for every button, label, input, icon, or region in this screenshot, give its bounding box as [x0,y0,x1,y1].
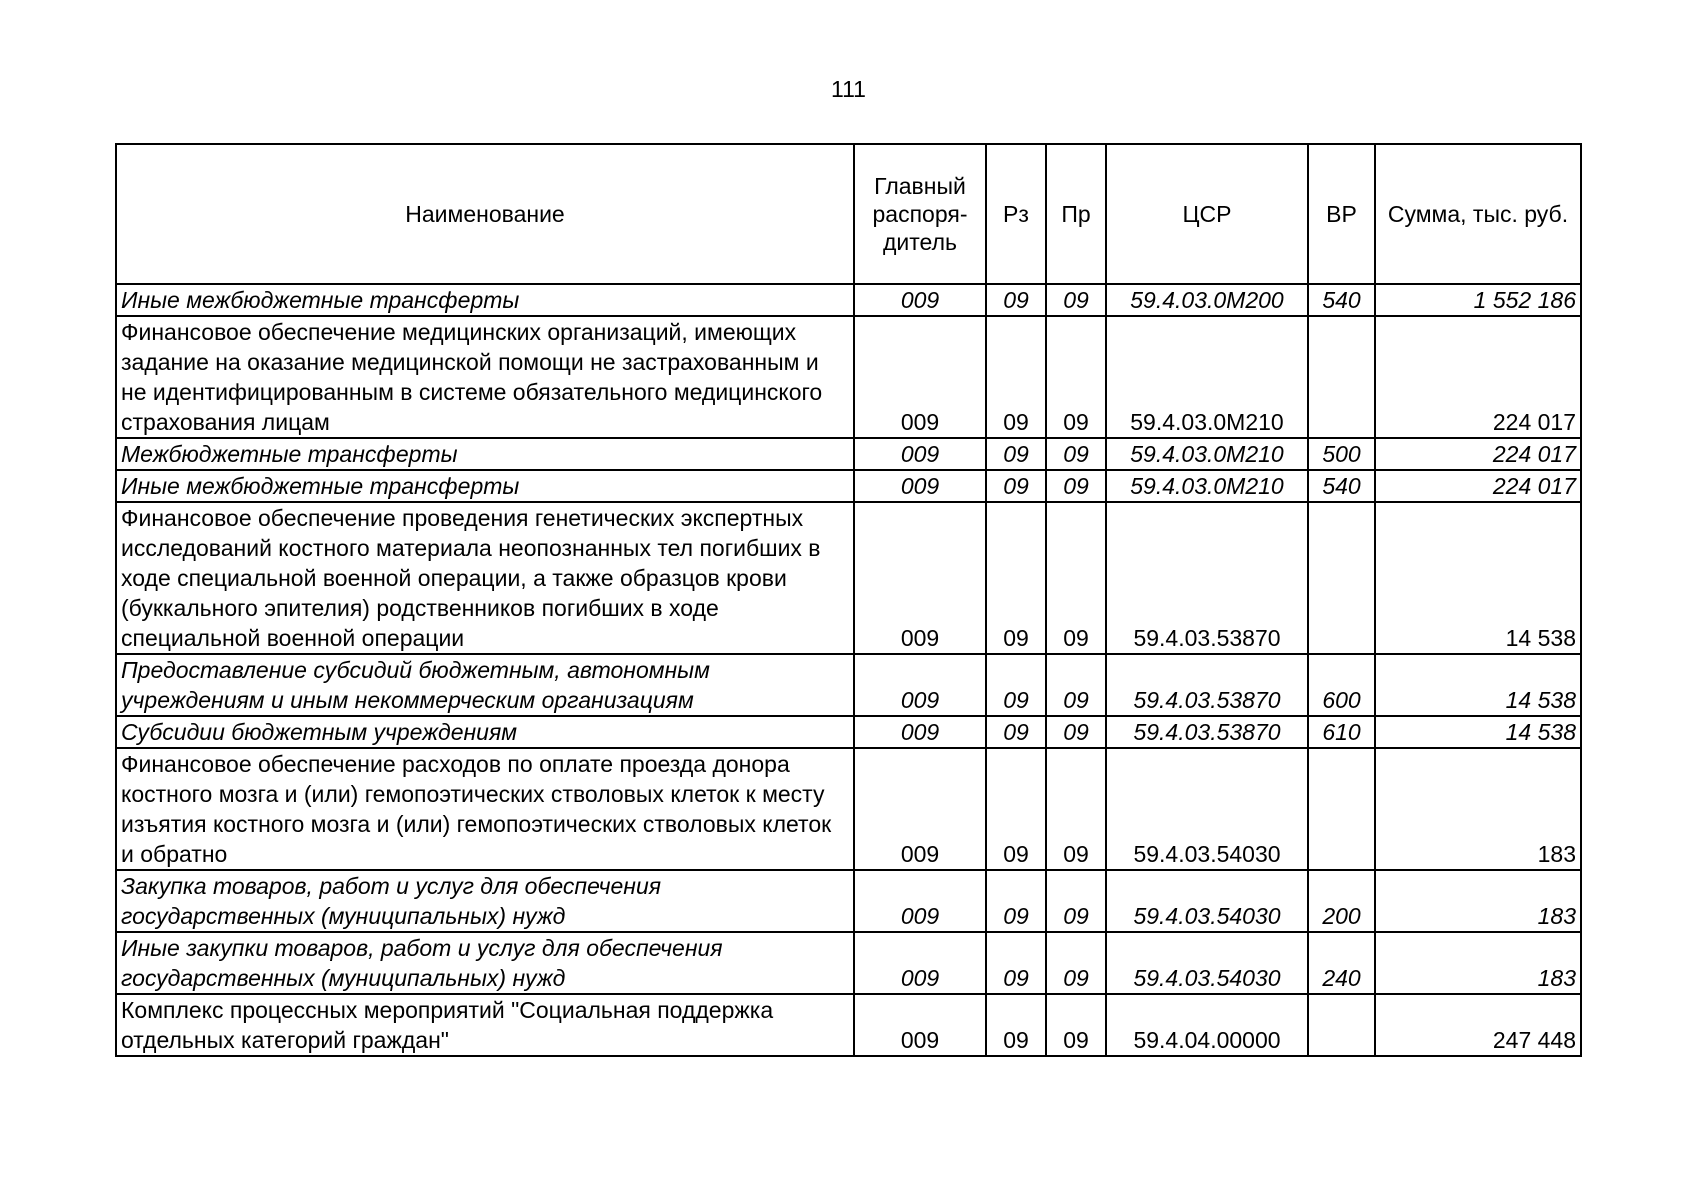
cell-rz: 09 [986,502,1046,654]
table-row [116,654,1581,716]
cell-rz: 09 [986,932,1046,994]
cell-name: Финансовое обеспечение расходов по оплате проезда донора костного мозга и (или) гемопоэтических стволовых клеток к месту изъятия костного мозга и (или) гемопоэтических стволовых клеток и обратно [116,748,854,870]
cell-csr: 59.4.03.54030 [1106,748,1308,870]
cell-vr: 240 [1308,932,1375,994]
cell-sum: 183 [1375,748,1581,870]
cell-rz: 09 [986,748,1046,870]
cell-sum: 224 017 [1375,470,1581,502]
header-vr: ВР [1308,144,1375,284]
cell-sum: 224 017 [1375,438,1581,470]
cell-vr: 610 [1308,716,1375,748]
budget-table [115,143,1582,1057]
cell-sum: 183 [1375,932,1581,994]
cell-ministry: 009 [854,502,986,654]
cell-name: Иные межбюджетные трансферты [116,470,854,502]
table-body [116,284,1581,1056]
cell-rz: 09 [986,870,1046,932]
cell-vr: 540 [1308,470,1375,502]
cell-csr: 59.4.03.0М200 [1106,284,1308,316]
cell-name: Финансовое обеспечение медицинских организаций, имеющих задание на оказание медицинской помощи не застрахованным и не идентифицированным в системе обязательного медицинского страхования лицам [116,316,854,438]
cell-sum: 14 538 [1375,716,1581,748]
cell-csr: 59.4.03.53870 [1106,502,1308,654]
cell-ministry: 009 [854,994,986,1056]
cell-name: Закупка товаров, работ и услуг для обеспечения государственных (муниципальных) нужд [116,870,854,932]
cell-ministry: 009 [854,470,986,502]
cell-vr: 200 [1308,870,1375,932]
cell-sum: 183 [1375,870,1581,932]
cell-rz: 09 [986,716,1046,748]
cell-rz: 09 [986,316,1046,438]
cell-name: Иные межбюджетные трансферты [116,284,854,316]
cell-vr [1308,316,1375,438]
cell-sum: 14 538 [1375,654,1581,716]
table-row [116,748,1581,870]
cell-pr: 09 [1046,284,1106,316]
table-row [116,870,1581,932]
table-row [116,994,1581,1056]
cell-pr: 09 [1046,716,1106,748]
cell-csr: 59.4.04.00000 [1106,994,1308,1056]
cell-sum: 224 017 [1375,316,1581,438]
table-row [116,932,1581,994]
cell-ministry: 009 [854,284,986,316]
page-number: 111 [831,76,866,102]
cell-sum: 1 552 186 [1375,284,1581,316]
table-header-row [116,144,1581,284]
header-name: Наименование [116,144,854,284]
cell-rz: 09 [986,470,1046,502]
cell-name: Межбюджетные трансферты [116,438,854,470]
header-pr: Пр [1046,144,1106,284]
table-row [116,438,1581,470]
table-row [116,316,1581,438]
cell-ministry: 009 [854,870,986,932]
cell-vr [1308,994,1375,1056]
cell-pr: 09 [1046,502,1106,654]
cell-csr: 59.4.03.54030 [1106,870,1308,932]
cell-pr: 09 [1046,654,1106,716]
header-sum: Сумма, тыс. руб. [1375,144,1581,284]
cell-name: Субсидии бюджетным учреждениям [116,716,854,748]
cell-ministry: 009 [854,716,986,748]
table-row [116,470,1581,502]
cell-pr: 09 [1046,932,1106,994]
cell-pr: 09 [1046,994,1106,1056]
cell-csr: 59.4.03.53870 [1106,654,1308,716]
cell-csr: 59.4.03.0М210 [1106,470,1308,502]
cell-name: Финансовое обеспечение проведения генетических экспертных исследований костного материала неопознанных тел погибших в ходе специальной военной операции, а также образцов крови (буккального эпителия) родственников погибших в ходе специальной военной операции [116,502,854,654]
cell-csr: 59.4.03.0М210 [1106,316,1308,438]
cell-ministry: 009 [854,654,986,716]
cell-csr: 59.4.03.54030 [1106,932,1308,994]
cell-rz: 09 [986,438,1046,470]
cell-pr: 09 [1046,316,1106,438]
table-row [116,716,1581,748]
cell-rz: 09 [986,994,1046,1056]
cell-sum: 14 538 [1375,502,1581,654]
cell-vr [1308,502,1375,654]
cell-ministry: 009 [854,316,986,438]
cell-vr [1308,748,1375,870]
cell-csr: 59.4.03.0М210 [1106,438,1308,470]
cell-name: Комплекс процессных мероприятий "Социальная поддержка отдельных категорий граждан" [116,994,854,1056]
cell-pr: 09 [1046,470,1106,502]
table-row [116,502,1581,654]
table-row [116,284,1581,316]
cell-ministry: 009 [854,748,986,870]
cell-name: Предоставление субсидий бюджетным, автономным учреждениям и иным некоммерческим организациям [116,654,854,716]
header-ministry: Главный распоря-дитель [854,144,986,284]
cell-vr: 500 [1308,438,1375,470]
cell-name: Иные закупки товаров, работ и услуг для обеспечения государственных (муниципальных) нужд [116,932,854,994]
cell-pr: 09 [1046,438,1106,470]
cell-vr: 600 [1308,654,1375,716]
cell-rz: 09 [986,284,1046,316]
cell-pr: 09 [1046,748,1106,870]
cell-rz: 09 [986,654,1046,716]
cell-sum: 247 448 [1375,994,1581,1056]
cell-pr: 09 [1046,870,1106,932]
cell-csr: 59.4.03.53870 [1106,716,1308,748]
header-rz: Рз [986,144,1046,284]
cell-vr: 540 [1308,284,1375,316]
cell-ministry: 009 [854,932,986,994]
header-csr: ЦСР [1106,144,1308,284]
cell-ministry: 009 [854,438,986,470]
